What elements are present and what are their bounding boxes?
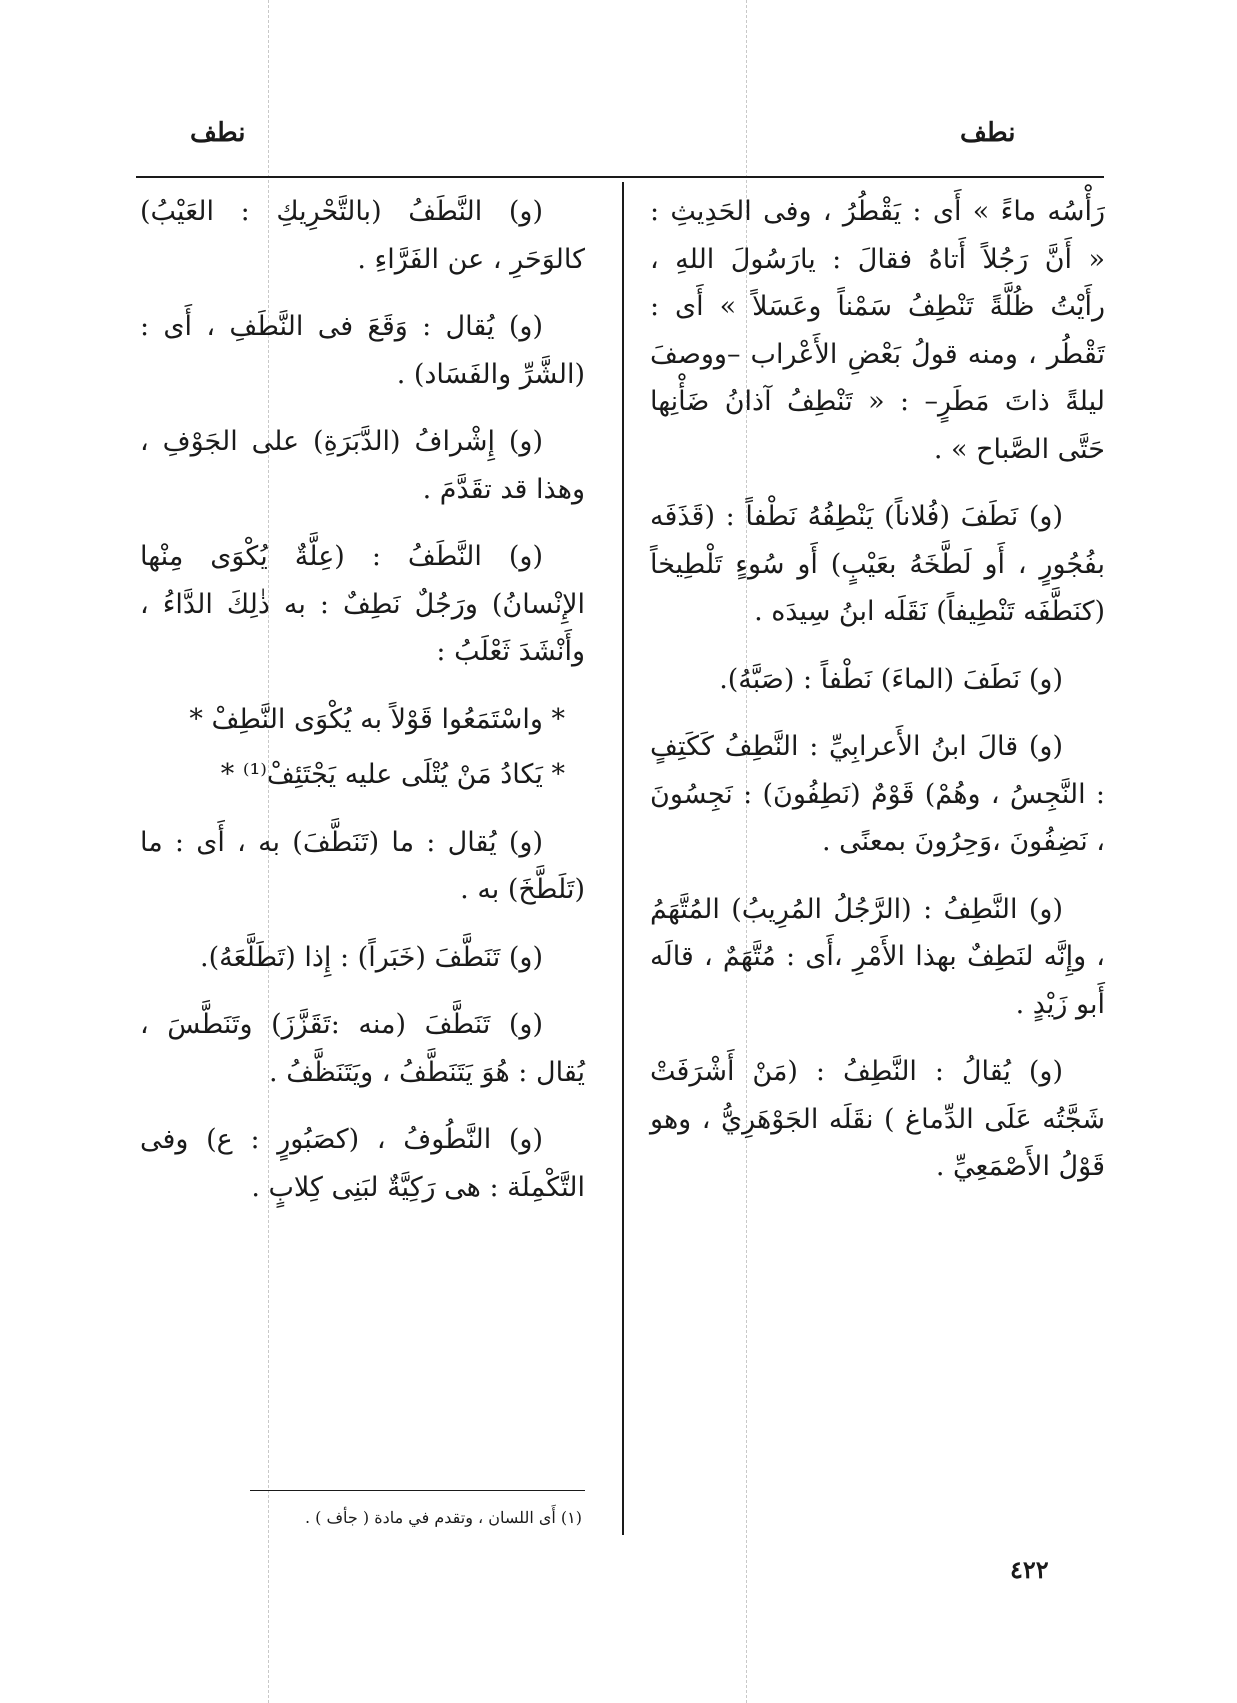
- entry-paragraph: (و) يُقال : وَقَعَ فى النَّطَفِ ، أَى : (الشَّرِّ والفَسَاد) .: [140, 311, 585, 390]
- page-number: ٤٢٢: [1010, 1555, 1049, 1584]
- entry-paragraph: (و) تَنَطَّفَ (خَبَراً) : إِذا (تَطَلَّعَهُ).: [200, 941, 543, 973]
- running-head-left: نطف: [190, 118, 246, 148]
- right-column: [650, 188, 1105, 1211]
- left-column: [140, 188, 585, 1231]
- entry-paragraph: رَأْسُه ماءً » أَى : يَقْطُرُ ، وفى الحَدِيثِ : « أَنَّ رَجُلاً أَتاهُ فقالَ : يارَسُولَ اللهِ ، رأَيْتُ ظُلَّةً تَنْطِفُ سَمْناً وعَسَلاً » أَى : تَقْطُر ، ومنه قولُ بَعْضِ الأَعْراب –ووصفَ ليلةً ذاتَ مَطَرٍ– : « تَنْطِفُ آذانُ ضَأْنِها حَتَّى الصَّباح » .: [650, 196, 1105, 465]
- entry-paragraph: (و) نَطَفَ (الماءَ) نَطْفاً : (صَبَّهُ).: [719, 663, 1063, 695]
- footnote: (١) أَى اللسان ، وتقدم في مادة ( جأف ) .: [304, 1508, 582, 1527]
- entry-paragraph: (و) النَّطِفُ : (الرَّجُلُ المُرِيبُ) المُتَّهَمُ ، وإِنَّه لنَطِفٌ بهذا الأَمْرِ ،أَى : مُتَّهَمٌ ، قالَه أَبو زَيْدٍ .: [650, 893, 1105, 1020]
- running-head-right: نطف: [960, 118, 1016, 148]
- entry-paragraph: (و) يُقالُ : النَّطِفُ : (مَنْ أَشْرَفَتْ شَجَّتُه عَلَى الدِّماغ ) نقَلَه الجَوْهَرِيُّ ، وهو قَوْلُ الأَصْمَعِيِّ .: [650, 1056, 1105, 1182]
- entry-paragraph: (و) إِشْرافُ (الدَّبَرَةِ) على الجَوْفِ ، وهذا قد تقَدَّمَ .: [140, 426, 585, 505]
- column-divider: [622, 182, 624, 1535]
- entry-paragraph: (و) النَّطَفُ : (عِلَّةٌ يُكْوَى مِنْها الإِنْسانُ) ورَجُلٌ نَطِفٌ : به ذٰلِكَ الدَّاءُ ، وأَنْشَدَ ثَعْلَبُ :: [140, 541, 585, 667]
- verse-line: * يَكادُ مَنْ يُتْلَى عليه يَجْتَئِفْ⁽¹⁾ *: [220, 759, 565, 790]
- entry-paragraph: (و) نَطَفَ (فُلاناً) يَنْطِفُهُ نَطْفاً : (قَذَفَه بفُجُورٍ ، أَو لَطَّخَهُ بعَيْبٍ) أَو سُوءٍ تَلْطِيخاً (كنَطَّفَه تَنْطِيفاً) نَقَلَه ابنُ سِيدَه .: [650, 501, 1105, 627]
- footnote-rule: [250, 1490, 585, 1491]
- header-rule: [136, 176, 1104, 178]
- entry-paragraph: (و) النَّطُوفُ ، (كصَبُورٍ : ع) وفى التَّكْمِلَة : هى رَكِيَّةٌ لبَنِى كِلابٍ .: [140, 1124, 585, 1203]
- entry-paragraph: (و) قالَ ابنُ الأَعرابِيِّ : النَّطِفُ كَكَتِفٍ : النَّجِسُ ، وهُمْ) قَوْمٌ (نَطِفُونَ) : نَجِسُونَ ، نَضِفُونَ ،وَحِرُونَ بمعنًى .: [650, 731, 1105, 857]
- entry-paragraph: (و) يُقال : ما (تَنَطَّفَ) به ، أَى : ما (تَلَطَّخَ) به .: [140, 826, 585, 905]
- entry-paragraph: (و) النَّطَفُ (بالتَّحْرِيكِ : العَيْبُ) كالوَحَرِ ، عن الفَرَّاءِ .: [140, 196, 585, 275]
- entry-paragraph: (و) تَنَطَّفَ (منه :تَقَزَّزَ) وتَنَطَّسَ ، يُقال : هُوَ يَتَنَطَّفُ ، ويَتَنَظَّفُ .: [140, 1009, 585, 1088]
- verse-line: * واسْتَمَعُوا قَوْلاً به يُكْوَى النَّطِفْ *: [189, 703, 565, 735]
